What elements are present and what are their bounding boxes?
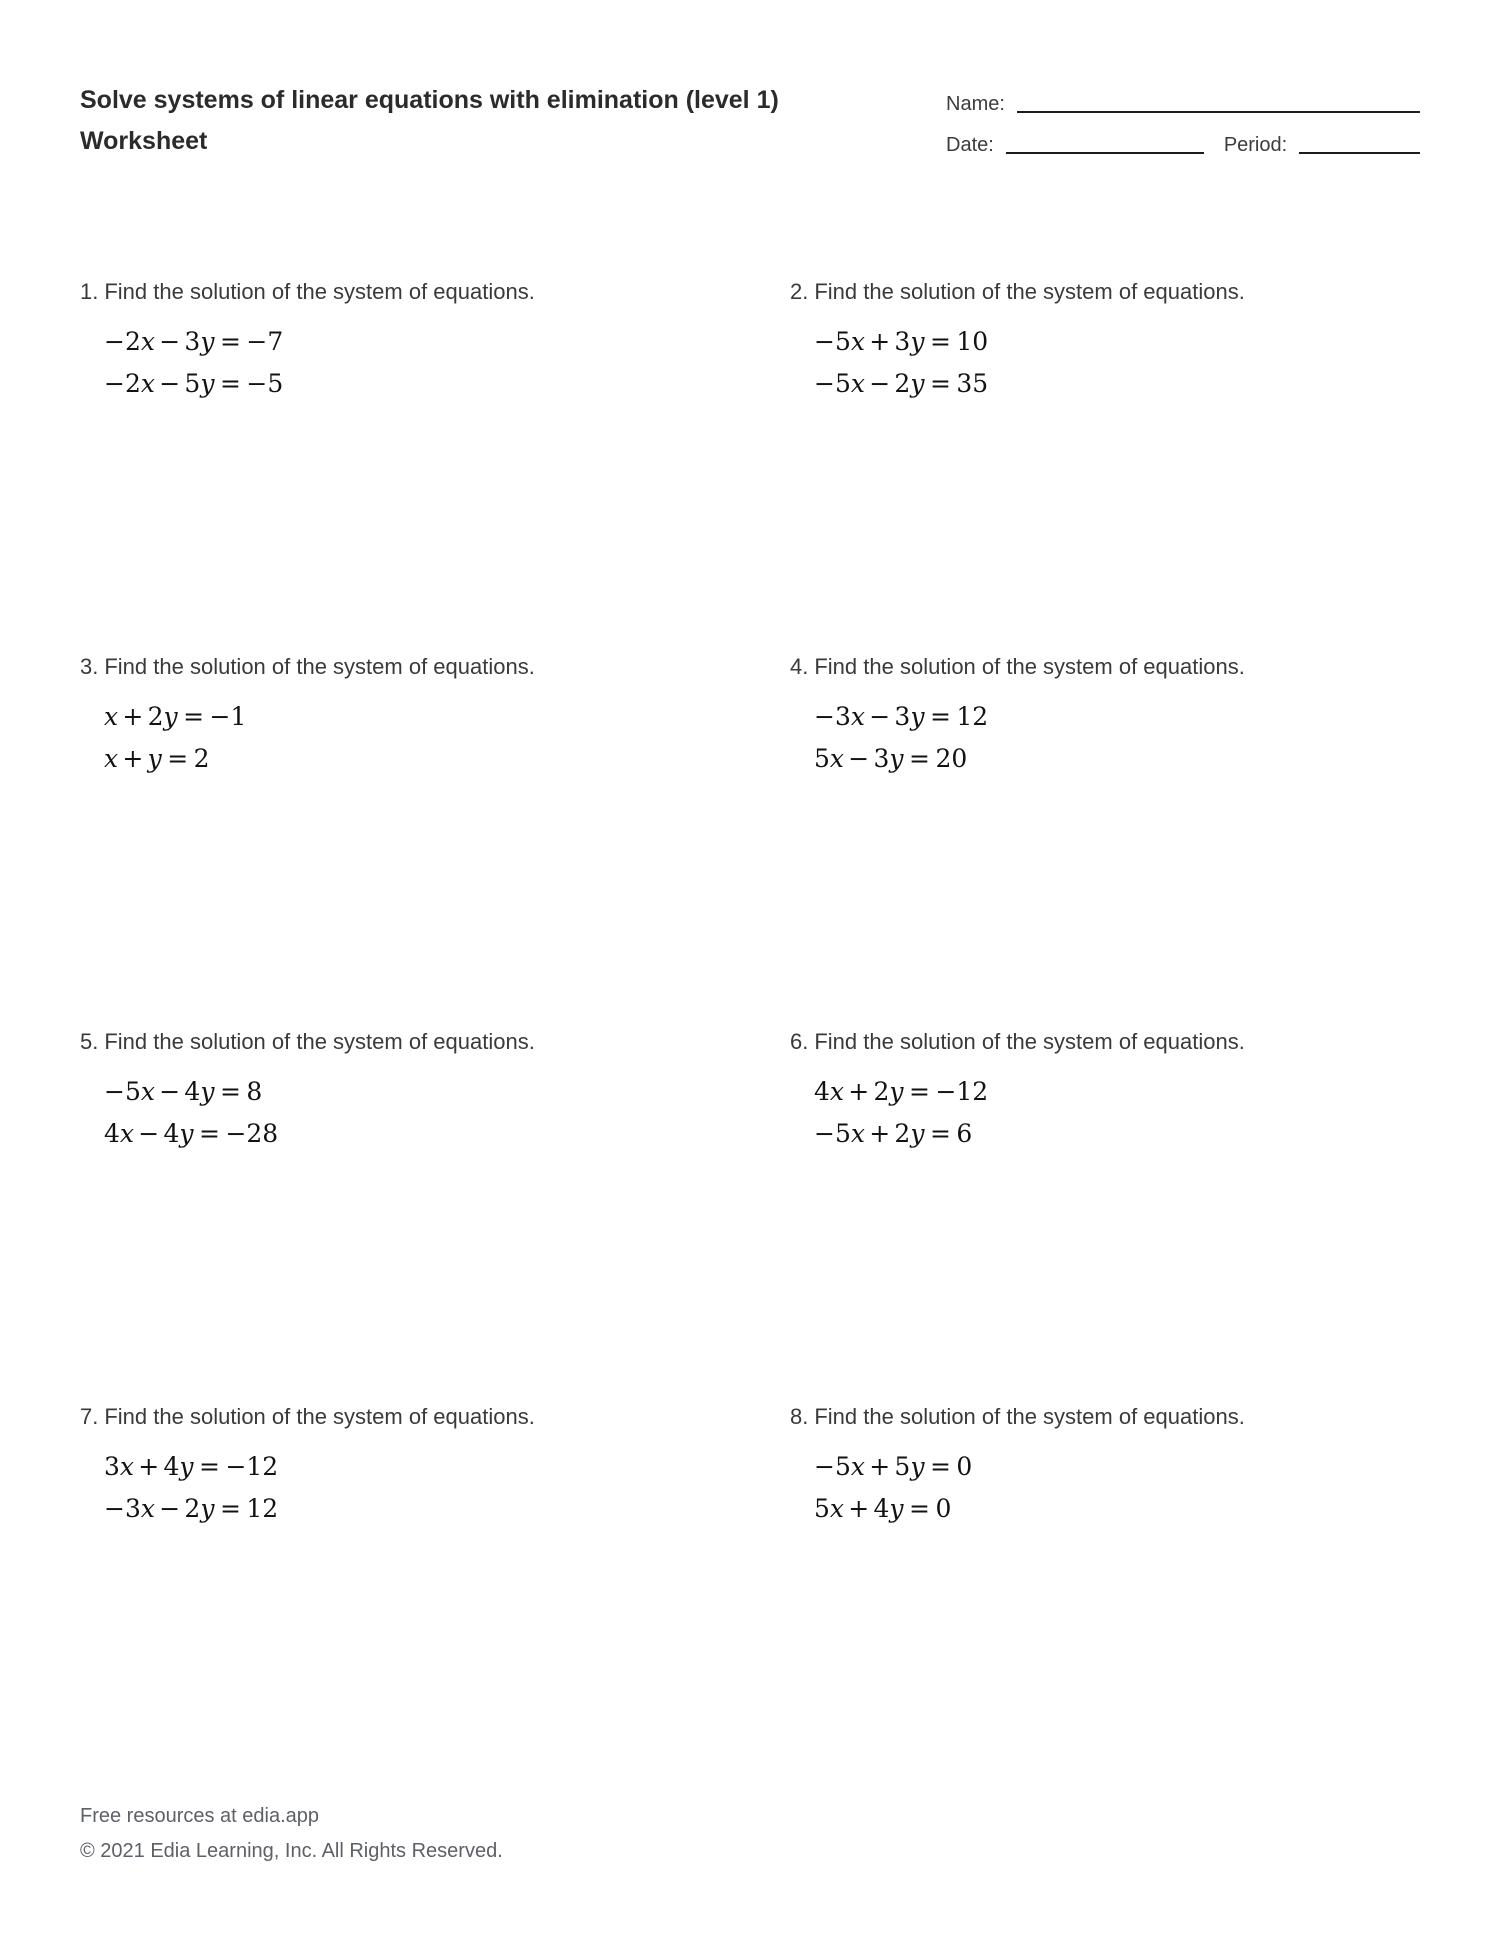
equation-system (814, 1071, 1440, 1155)
problem-number: 7. (80, 1404, 99, 1429)
name-label: Name: (946, 93, 1005, 115)
problem-number: 8. (790, 1404, 809, 1429)
equation: 3x + 4y = −12 (104, 1452, 279, 1481)
problem-4 (790, 653, 1440, 780)
equation-system (104, 696, 730, 780)
problem-5 (80, 1028, 730, 1155)
period-blank-line (1299, 134, 1420, 154)
problem-prompt: Find the solution of the system of equations. (814, 654, 1245, 679)
equation: 4x + 2y = −12 (814, 1077, 989, 1106)
equation: −2x − 3y = −7 (104, 327, 284, 356)
problem-prompt-line (80, 278, 730, 306)
worksheet-subtitle: Worksheet (80, 127, 208, 155)
problem-prompt-line (80, 1028, 730, 1056)
problem-2 (790, 278, 1440, 405)
problem-8 (790, 1403, 1440, 1530)
problem-number: 5. (80, 1029, 99, 1054)
equation-system (104, 1071, 730, 1155)
date-period-row (946, 133, 1420, 157)
problem-6 (790, 1028, 1440, 1155)
problem-prompt: Find the solution of the system of equations. (104, 279, 535, 304)
problem-number: 6. (790, 1029, 809, 1054)
equation: −5x + 5y = 0 (814, 1452, 973, 1481)
problem-prompt-line (80, 1403, 730, 1431)
problem-prompt-line (80, 653, 730, 681)
name-row (946, 92, 1420, 116)
problem-prompt: Find the solution of the system of equations. (104, 654, 535, 679)
equation: −5x + 3y = 10 (814, 327, 989, 356)
footer-copyright: © 2021 Edia Learning, Inc. All Rights Reserved. (80, 1840, 503, 1862)
problem-number: 2. (790, 279, 809, 304)
equation: −2x − 5y = −5 (104, 369, 284, 398)
student-fields (946, 92, 1420, 174)
equation: −5x − 4y = 8 (104, 1077, 263, 1106)
period-label: Period: (1223, 134, 1288, 156)
problem-prompt: Find the solution of the system of equations. (814, 1404, 1245, 1429)
problem-prompt-line (790, 1028, 1440, 1056)
problem-prompt: Find the solution of the system of equations. (104, 1029, 535, 1054)
equation: −3x − 3y = 12 (814, 702, 989, 731)
problem-number: 3. (80, 654, 99, 679)
date-label: Date: (946, 134, 994, 156)
equation: 5x − 3y = 20 (814, 744, 968, 773)
equation: −3x − 2y = 12 (104, 1494, 279, 1523)
equation: −5x − 2y = 35 (814, 369, 989, 398)
footer (80, 1799, 503, 1869)
equation: 5x + 4y = 0 (814, 1494, 952, 1523)
equation-system (104, 1446, 730, 1530)
worksheet-title: Solve systems of linear equations with elimination (level 1) (80, 86, 779, 114)
equation-system (814, 1446, 1440, 1530)
problem-number: 4. (790, 654, 809, 679)
problem-1 (80, 278, 730, 405)
problem-prompt-line (790, 278, 1440, 306)
footer-resources: Free resources at edia.app (80, 1805, 320, 1827)
problem-7 (80, 1403, 730, 1530)
name-blank-line (1017, 93, 1420, 113)
equation-system (814, 696, 1440, 780)
problem-prompt-line (790, 653, 1440, 681)
equation: x + 2y = −1 (104, 702, 247, 731)
equation-system (814, 321, 1440, 405)
problem-prompt-line (790, 1403, 1440, 1431)
date-blank-line (1006, 134, 1204, 154)
problem-3 (80, 653, 730, 780)
problem-prompt: Find the solution of the system of equations. (814, 1029, 1245, 1054)
problem-number: 1. (80, 279, 99, 304)
equation: −5x + 2y = 6 (814, 1119, 973, 1148)
problem-prompt: Find the solution of the system of equations. (104, 1404, 535, 1429)
equation: x + y = 2 (104, 744, 210, 773)
problem-prompt: Find the solution of the system of equations. (814, 279, 1245, 304)
title-block (80, 80, 779, 162)
equation: 4x − 4y = −28 (104, 1119, 279, 1148)
equation-system (104, 321, 730, 405)
